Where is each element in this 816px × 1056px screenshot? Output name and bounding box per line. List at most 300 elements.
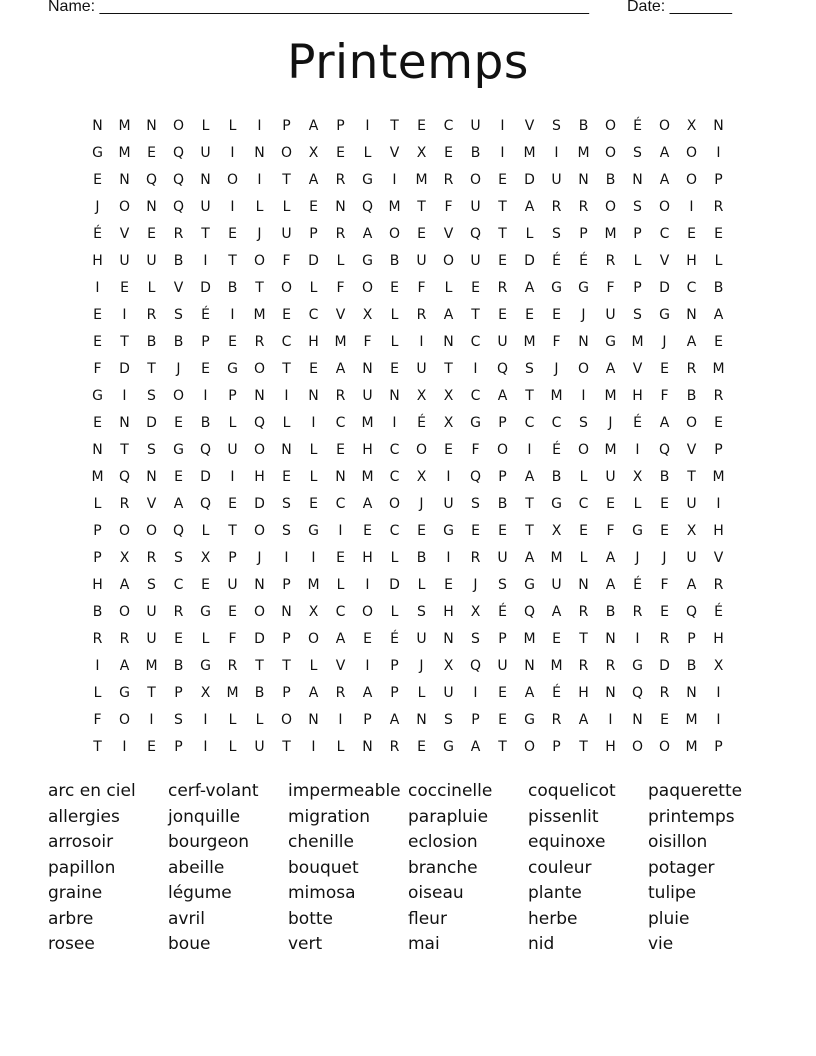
grid-letter: O: [442, 253, 455, 269]
word-list-item: abeille: [168, 857, 225, 878]
grid-letter: M: [361, 415, 374, 431]
grid-letter: F: [444, 199, 453, 215]
grid-letter: U: [551, 577, 562, 593]
grid-letter: E: [471, 280, 480, 296]
grid-letter: U: [470, 118, 481, 134]
grid-letter: I: [122, 307, 127, 323]
grid-letter: R: [146, 307, 157, 323]
grid-letter: É: [93, 226, 102, 242]
grid-letter: Q: [172, 523, 185, 539]
grid-letter: E: [417, 226, 426, 242]
grid-letter: O: [253, 523, 266, 539]
grid-letter: R: [335, 685, 346, 701]
grid-letter: G: [362, 172, 373, 188]
grid-letter: Q: [172, 145, 185, 161]
grid-letter: O: [118, 604, 131, 620]
grid-letter: D: [524, 253, 535, 269]
grid-letter: R: [335, 388, 346, 404]
grid-letter: B: [92, 604, 103, 620]
grid-letter: L: [714, 253, 723, 269]
grid-letter: J: [257, 550, 262, 566]
grid-letter: O: [253, 442, 266, 458]
grid-letter: E: [228, 226, 237, 242]
grid-row: [84, 437, 734, 464]
grid-letter: V: [335, 307, 346, 323]
grid-letter: U: [551, 172, 562, 188]
grid-letter: B: [200, 415, 211, 431]
grid-letter: H: [362, 442, 373, 458]
word-list-item: coquelicot: [528, 781, 616, 801]
grid-letter: L: [390, 334, 399, 350]
grid-letter: C: [335, 415, 346, 431]
grid-letter: R: [578, 604, 589, 620]
grid-row: [84, 302, 734, 329]
grid-letter: U: [470, 199, 481, 215]
grid-letter: L: [201, 118, 210, 134]
word-list-item: botte: [288, 908, 333, 929]
grid-letter: A: [362, 226, 373, 242]
grid-letter: E: [444, 145, 453, 161]
grid-letter: L: [201, 523, 210, 539]
grid-letter: N: [200, 172, 211, 188]
grid-row: [84, 518, 734, 545]
word-list-item: mai: [408, 934, 440, 954]
grid-letter: A: [524, 280, 535, 296]
grid-letter: G: [200, 658, 211, 674]
grid-letter: A: [362, 496, 373, 512]
grid-row: [84, 356, 734, 383]
grid-letter: N: [92, 118, 103, 134]
grid-letter: P: [282, 631, 291, 647]
grid-letter: I: [311, 739, 316, 755]
grid-letter: H: [308, 334, 319, 350]
grid-letter: S: [552, 118, 561, 134]
word-list-item: papillon: [48, 857, 116, 878]
grid-letter: T: [498, 199, 507, 215]
grid-letter: R: [146, 550, 157, 566]
grid-letter: L: [255, 712, 264, 728]
grid-letter: R: [659, 631, 670, 647]
grid-letter: A: [605, 550, 616, 566]
word-list-item: nid: [528, 934, 555, 954]
grid-letter: Q: [496, 361, 509, 377]
grid-letter: O: [577, 442, 590, 458]
grid-letter: L: [633, 253, 642, 269]
grid-letter: Q: [253, 415, 266, 431]
grid-letter: U: [146, 631, 157, 647]
grid-letter: A: [470, 739, 481, 755]
grid-letter: T: [255, 280, 264, 296]
grid-letter: Q: [361, 199, 374, 215]
grid-letter: S: [525, 361, 534, 377]
grid-letter: V: [173, 280, 184, 296]
grid-letter: A: [686, 577, 697, 593]
grid-letter: V: [686, 442, 697, 458]
grid-letter: X: [443, 415, 454, 431]
grid-letter: I: [149, 712, 154, 728]
grid-letter: E: [120, 280, 129, 296]
grid-letter: S: [147, 442, 156, 458]
grid-letter: O: [226, 172, 239, 188]
grid-letter: J: [473, 577, 478, 593]
grid-letter: E: [660, 523, 669, 539]
grid-letter: N: [254, 145, 265, 161]
grid-letter: E: [147, 739, 156, 755]
grid-letter: Q: [523, 604, 536, 620]
grid-letter: H: [92, 253, 103, 269]
grid-letter: N: [281, 604, 292, 620]
grid-letter: E: [417, 739, 426, 755]
grid-letter: R: [443, 172, 454, 188]
grid-letter: G: [443, 523, 454, 539]
grid-letter: P: [579, 226, 588, 242]
grid-letter: P: [471, 712, 480, 728]
word-list-item: arc en ciel: [48, 781, 136, 801]
grid-letter: O: [523, 739, 536, 755]
word-list-item: tulipe: [648, 883, 697, 903]
grid-letter: I: [311, 415, 316, 431]
grid-letter: S: [174, 550, 183, 566]
grid-letter: Q: [469, 469, 482, 485]
grid-letter: R: [470, 550, 481, 566]
grid-letter: O: [118, 523, 131, 539]
word-list-item: parapluie: [408, 806, 489, 827]
grid-letter: M: [523, 334, 536, 350]
grid-letter: X: [443, 658, 454, 674]
grid-letter: B: [605, 604, 616, 620]
grid-letter: G: [524, 577, 535, 593]
grid-letter: A: [335, 361, 346, 377]
grid-letter: L: [228, 118, 237, 134]
grid-letter: U: [686, 496, 697, 512]
grid-letter: I: [716, 145, 721, 161]
grid-letter: A: [524, 550, 535, 566]
grid-row: [84, 464, 734, 491]
grid-letter: E: [471, 523, 480, 539]
grid-letter: G: [632, 658, 643, 674]
grid-letter: L: [309, 658, 318, 674]
grid-letter: E: [444, 577, 453, 593]
grid-letter: E: [687, 226, 696, 242]
grid-letter: H: [713, 523, 724, 539]
grid-letter: G: [92, 145, 103, 161]
grid-letter: I: [365, 577, 370, 593]
grid-letter: T: [120, 334, 129, 350]
grid-letter: P: [714, 739, 723, 755]
grid-letter: N: [578, 334, 589, 350]
grid-letter: É: [579, 253, 588, 269]
grid-letter: E: [579, 523, 588, 539]
grid-letter: U: [200, 145, 211, 161]
grid-letter: P: [228, 388, 237, 404]
grid-letter: X: [200, 550, 211, 566]
grid-letter: O: [658, 739, 671, 755]
grid-letter: B: [416, 550, 427, 566]
grid-letter: L: [282, 415, 291, 431]
grid-letter: F: [93, 361, 102, 377]
grid-letter: E: [660, 604, 669, 620]
grid-letter: O: [307, 631, 320, 647]
grid-letter: A: [659, 415, 670, 431]
grid-letter: B: [227, 280, 238, 296]
grid-letter: I: [635, 631, 640, 647]
grid-letter: E: [228, 604, 237, 620]
grid-letter: E: [282, 307, 291, 323]
grid-letter: E: [390, 361, 399, 377]
grid-row: [84, 545, 734, 572]
grid-letter: C: [281, 334, 292, 350]
grid-letter: N: [605, 685, 616, 701]
grid-letter: T: [579, 739, 588, 755]
grid-letter: G: [659, 307, 670, 323]
grid-letter: E: [201, 577, 210, 593]
grid-letter: V: [713, 550, 724, 566]
grid-letter: X: [200, 685, 211, 701]
grid-letter: F: [606, 280, 615, 296]
grid-letter: O: [280, 145, 293, 161]
name-field-label: Name: _______________________________________________________: [48, 0, 589, 15]
grid-letter: M: [631, 334, 644, 350]
grid-letter: G: [470, 415, 481, 431]
grid-row: [84, 221, 734, 248]
grid-letter: R: [551, 199, 562, 215]
grid-letter: J: [419, 496, 424, 512]
grid-letter: A: [308, 172, 319, 188]
grid-letter: M: [577, 145, 590, 161]
grid-letter: T: [147, 685, 156, 701]
grid-letter: M: [604, 442, 617, 458]
grid-letter: H: [92, 577, 103, 593]
grid-letter: T: [390, 118, 399, 134]
grid-letter: E: [417, 118, 426, 134]
grid-letter: P: [282, 118, 291, 134]
grid-letter: M: [604, 388, 617, 404]
grid-letter: O: [253, 253, 266, 269]
grid-letter: J: [581, 307, 586, 323]
grid-letter: F: [363, 334, 372, 350]
grid-letter: C: [389, 442, 400, 458]
grid-letter: F: [660, 577, 669, 593]
grid-letter: I: [257, 172, 262, 188]
grid-letter: O: [415, 442, 428, 458]
grid-letter: N: [524, 658, 535, 674]
grid-letter: V: [443, 226, 454, 242]
grid-letter: T: [147, 361, 156, 377]
grid-letter: I: [338, 523, 343, 539]
grid-letter: P: [93, 523, 102, 539]
grid-letter: E: [525, 307, 534, 323]
grid-letter: X: [713, 658, 724, 674]
grid-letter: O: [604, 145, 617, 161]
grid-letter: G: [443, 739, 454, 755]
grid-letter: N: [146, 199, 157, 215]
grid-letter: E: [660, 496, 669, 512]
grid-letter: I: [446, 550, 451, 566]
grid-letter: R: [227, 658, 238, 674]
grid-letter: R: [416, 307, 427, 323]
grid-letter: J: [662, 550, 667, 566]
grid-letter: Q: [172, 172, 185, 188]
grid-letter: F: [336, 280, 345, 296]
grid-letter: I: [122, 388, 127, 404]
grid-letter: V: [524, 118, 535, 134]
grid-letter: E: [498, 253, 507, 269]
grid-letter: N: [443, 334, 454, 350]
grid-letter: A: [659, 145, 670, 161]
grid-letter: I: [95, 280, 100, 296]
grid-letter: E: [228, 496, 237, 512]
grid-row: [84, 653, 734, 680]
grid-letter: U: [497, 550, 508, 566]
grid-letter: N: [92, 442, 103, 458]
grid-letter: U: [470, 253, 481, 269]
grid-letter: Q: [658, 442, 671, 458]
grid-letter: F: [606, 523, 615, 539]
grid-row: [84, 707, 734, 734]
grid-letter: L: [309, 442, 318, 458]
grid-letter: Q: [469, 226, 482, 242]
grid-letter: F: [93, 712, 102, 728]
grid-letter: S: [147, 388, 156, 404]
grid-letter: E: [390, 280, 399, 296]
grid-letter: O: [388, 226, 401, 242]
grid-letter: E: [498, 523, 507, 539]
grid-letter: C: [659, 226, 670, 242]
grid-letter: P: [390, 685, 399, 701]
grid-letter: É: [633, 577, 642, 593]
grid-letter: R: [713, 388, 724, 404]
grid-letter: N: [254, 577, 265, 593]
word-list: [48, 779, 768, 958]
grid-letter: M: [523, 145, 536, 161]
grid-letter: P: [309, 226, 318, 242]
grid-row: [84, 167, 734, 194]
grid-letter: R: [497, 280, 508, 296]
grid-letter: E: [228, 334, 237, 350]
grid-letter: Q: [631, 685, 644, 701]
grid-row: [84, 680, 734, 707]
grid-letter: É: [201, 307, 210, 323]
grid-letter: R: [605, 253, 616, 269]
grid-letter: A: [605, 361, 616, 377]
grid-letter: U: [254, 739, 265, 755]
grid-letter: E: [498, 685, 507, 701]
grid-letter: Q: [469, 658, 482, 674]
grid-letter: S: [282, 523, 291, 539]
word-list-item: impermeable: [288, 781, 401, 801]
grid-letter: R: [335, 226, 346, 242]
grid-letter: E: [498, 307, 507, 323]
word-search-grid: [84, 113, 734, 761]
word-list-item: coccinelle: [408, 781, 493, 801]
grid-letter: G: [578, 280, 589, 296]
grid-letter: J: [608, 415, 613, 431]
grid-letter: M: [334, 334, 347, 350]
grid-letter: C: [470, 388, 481, 404]
grid-letter: T: [444, 361, 453, 377]
grid-letter: G: [92, 388, 103, 404]
grid-letter: D: [200, 469, 211, 485]
grid-letter: U: [497, 658, 508, 674]
grid-letter: D: [254, 496, 265, 512]
grid-letter: P: [552, 739, 561, 755]
grid-letter: O: [145, 523, 158, 539]
grid-letter: B: [686, 388, 697, 404]
grid-letter: A: [443, 307, 454, 323]
grid-letter: R: [578, 658, 589, 674]
grid-letter: D: [254, 631, 265, 647]
grid-letter: F: [228, 631, 237, 647]
grid-letter: N: [632, 172, 643, 188]
grid-letter: A: [713, 307, 724, 323]
grid-letter: I: [392, 172, 397, 188]
grid-letter: L: [336, 253, 345, 269]
grid-letter: N: [416, 712, 427, 728]
grid-letter: A: [335, 631, 346, 647]
grid-letter: E: [498, 172, 507, 188]
grid-letter: O: [685, 145, 698, 161]
grid-letter: E: [93, 334, 102, 350]
grid-letter: P: [363, 712, 372, 728]
grid-letter: P: [687, 631, 696, 647]
word-list-item: boue: [168, 934, 211, 954]
grid-letter: A: [551, 604, 562, 620]
grid-letter: I: [716, 712, 721, 728]
grid-letter: É: [552, 685, 561, 701]
grid-letter: X: [416, 469, 427, 485]
grid-letter: Q: [172, 199, 185, 215]
grid-letter: B: [389, 253, 400, 269]
grid-letter: É: [498, 604, 507, 620]
grid-letter: L: [390, 307, 399, 323]
grid-letter: B: [551, 469, 562, 485]
grid-letter: É: [552, 253, 561, 269]
grid-letter: M: [685, 712, 698, 728]
grid-letter: É: [714, 604, 723, 620]
grid-letter: L: [228, 739, 237, 755]
grid-letter: T: [255, 658, 264, 674]
word-list-item: allergies: [48, 806, 120, 827]
grid-letter: I: [608, 712, 613, 728]
grid-letter: M: [226, 685, 239, 701]
word-list-item: equinoxe: [528, 832, 606, 852]
grid-letter: X: [551, 523, 562, 539]
grid-letter: L: [390, 550, 399, 566]
grid-letter: M: [118, 118, 131, 134]
word-list-item: avril: [168, 908, 205, 929]
grid-letter: C: [686, 280, 697, 296]
grid-letter: Q: [118, 469, 131, 485]
grid-letter: U: [146, 604, 157, 620]
grid-letter: S: [282, 496, 291, 512]
grid-letter: E: [606, 496, 615, 512]
grid-letter: U: [119, 253, 130, 269]
grid-letter: O: [280, 712, 293, 728]
grid-letter: C: [389, 469, 400, 485]
grid-letter: N: [146, 469, 157, 485]
word-list-item: eclosion: [408, 832, 478, 852]
grid-letter: U: [146, 253, 157, 269]
grid-row: [84, 734, 734, 761]
grid-letter: B: [146, 334, 157, 350]
grid-letter: L: [228, 415, 237, 431]
grid-letter: O: [577, 361, 590, 377]
grid-letter: P: [390, 658, 399, 674]
grid-letter: S: [471, 631, 480, 647]
grid-letter: E: [552, 307, 561, 323]
grid-letter: R: [254, 334, 265, 350]
grid-letter: U: [605, 307, 616, 323]
